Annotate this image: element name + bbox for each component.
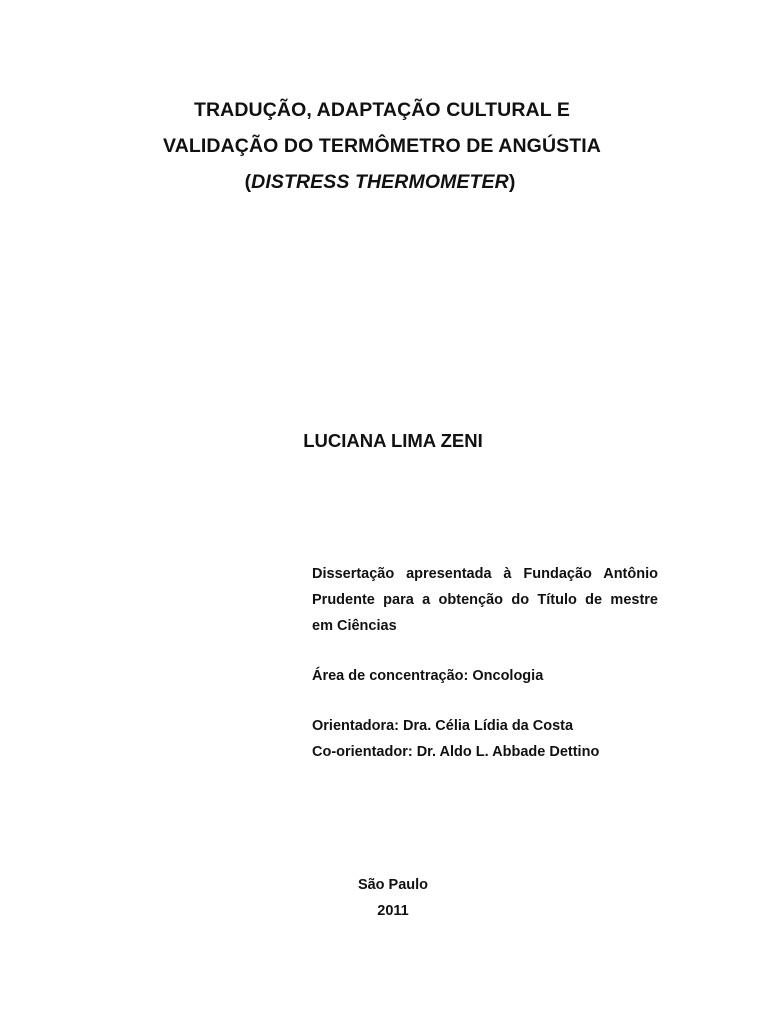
year: 2011 <box>377 903 409 919</box>
dissertation-line-3: em Ciências <box>312 618 397 634</box>
city: São Paulo <box>357 877 429 893</box>
place-and-date <box>290 872 496 924</box>
title-line-3 <box>0 170 768 195</box>
title-line-2: VALIDAÇÃO DO TERMÔMETRO DE ANGÚSTIA <box>163 135 601 157</box>
title-english-name: DISTRESS THERMOMETER <box>251 171 509 193</box>
dissertation-line-2: Prudente para a obtenção do Título de mestre <box>312 592 658 608</box>
advisor: Orientadora: Dra. Célia Lídia da Costa <box>312 718 574 734</box>
document-title <box>0 98 768 206</box>
title-paren-close: ) <box>508 171 516 193</box>
title-paren-open: ( <box>244 171 252 193</box>
dissertation-details <box>312 561 658 765</box>
co-advisor: Co-orientador: Dr. Aldo L. Abbade Dettino <box>312 744 600 760</box>
title-line-1: TRADUÇÃO, ADAPTAÇÃO CULTURAL E <box>193 99 570 121</box>
author-name: LUCIANA LIMA ZENI <box>303 430 483 451</box>
concentration-area: Área de concentração: Oncologia <box>312 668 544 684</box>
dissertation-line-1: Dissertação apresentada à Fundação Antônio <box>312 566 658 582</box>
